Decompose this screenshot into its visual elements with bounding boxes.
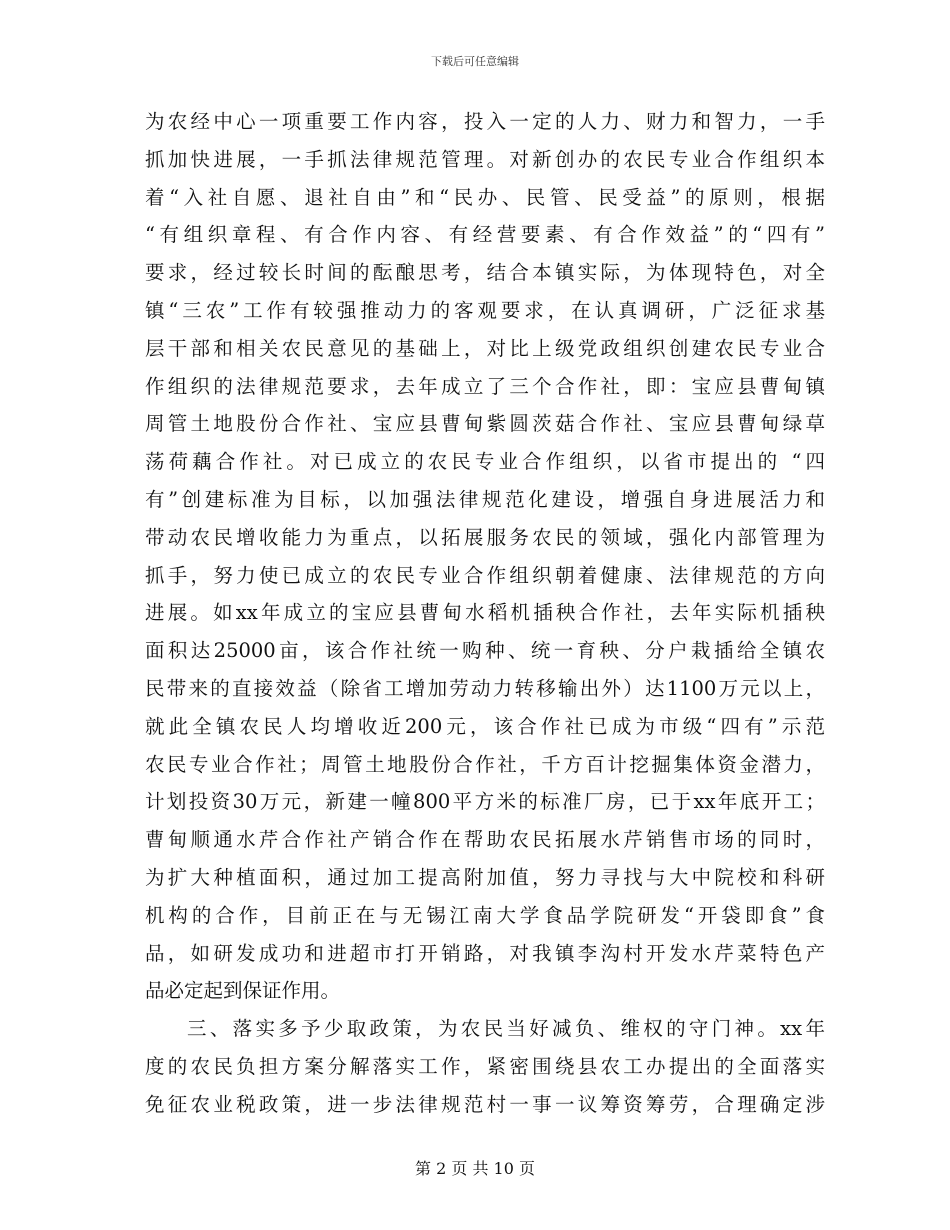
text-line: 面积达25000亩，该合作社统一购种、统一育秧、分户栽插给全镇农 [145,639,825,663]
text-line: 层干部和相关农民意见的基础上，对比上级党政组织创建农民专业合 [145,336,825,360]
text-line: 周管土地股份合作社、宝应县曹甸紫圆茨菇合作社、宝应县曹甸绿草 [145,412,825,436]
page-header: 下载后可任意编辑 [431,55,519,68]
text-line: 抓手，努力使已成立的农民专业合作组织朝着健康、法律规范的方向 [145,563,825,587]
text-line: 着“入社自愿、退社自由”和“民办、民管、民受益”的原则，根据 [145,185,825,209]
text-line: 农民专业合作社；周管土地股份合作社，千方百计挖掘集体资金潜力， [145,752,825,776]
text-line: “有组织章程、有合作内容、有经营要素、有合作效益”的“四有” [145,223,825,247]
text-line: 进展。如xx年成立的宝应县曹甸水稻机插秧合作社，去年实际机插秧 [145,601,825,625]
text-line: 带动农民增收能力为重点，以拓展服务农民的领域，强化内部管理为 [145,525,825,549]
text-line: 有”创建标准为目标，以加强法律规范化建设，增强自身进展活力和 [145,487,825,511]
text-line: 度的农民负担方案分解落实工作，紧密围绕县农工办提出的全面落实 [145,1054,825,1078]
text-line: 为扩大种植面积，通过加工提高附加值，努力寻找与大中院校和科研 [145,865,825,889]
text-line: 免征农业税政策，进一步法律规范村一事一议筹资筹劳，合理确定涉 [145,1092,825,1116]
page-number-footer: 第 2 页 共 10 页 [415,1159,535,1178]
text-line: 计划投资30万元，新建一幢800平方米的标准厂房，已于xx年底开工； [145,790,825,814]
text-line: 品必定起到保证作用。 [145,979,341,1003]
text-line: 就此全镇农民人均增收近200元，该合作社已成为市级“四有”示范 [145,714,825,738]
text-line: 作组织的法律规范要求，去年成立了三个合作社，即：宝应县曹甸镇 [145,374,825,398]
text-line: 荡荷藕合作社。对已成立的农民专业合作组织，以省市提出的 “四 [145,450,825,474]
section-heading-line: 三、落实多予少取政策，为农民当好减负、维权的守门神。xx年 [187,1017,825,1041]
text-line: 抓加快进展，一手抓法律规范管理。对新创办的农民专业合作组织本 [145,147,825,171]
document-body [145,103,825,1124]
text-line: 镇“三农”工作有较强推动力的客观要求，在认真调研，广泛征求基 [145,298,825,322]
text-line: 曹甸顺通水芹合作社产销合作在帮助农民拓展水芹销售市场的同时， [145,828,825,852]
text-line: 为农经中心一项重要工作内容，投入一定的人力、财力和智力，一手 [145,110,825,133]
text-line: 要求，经过较长时间的酝酿思考，结合本镇实际，为体现特色，对全 [145,261,825,285]
text-line: 机构的合作，目前正在与无锡江南大学食品学院研发“开袋即食”食 [145,903,825,927]
text-line: 品，如研发成功和进超市打开销路，对我镇李沟村开发水芹菜特色产 [145,941,825,965]
text-line: 民带来的直接效益（除省工增加劳动力转移输出外）达1100万元以上， [145,676,825,700]
